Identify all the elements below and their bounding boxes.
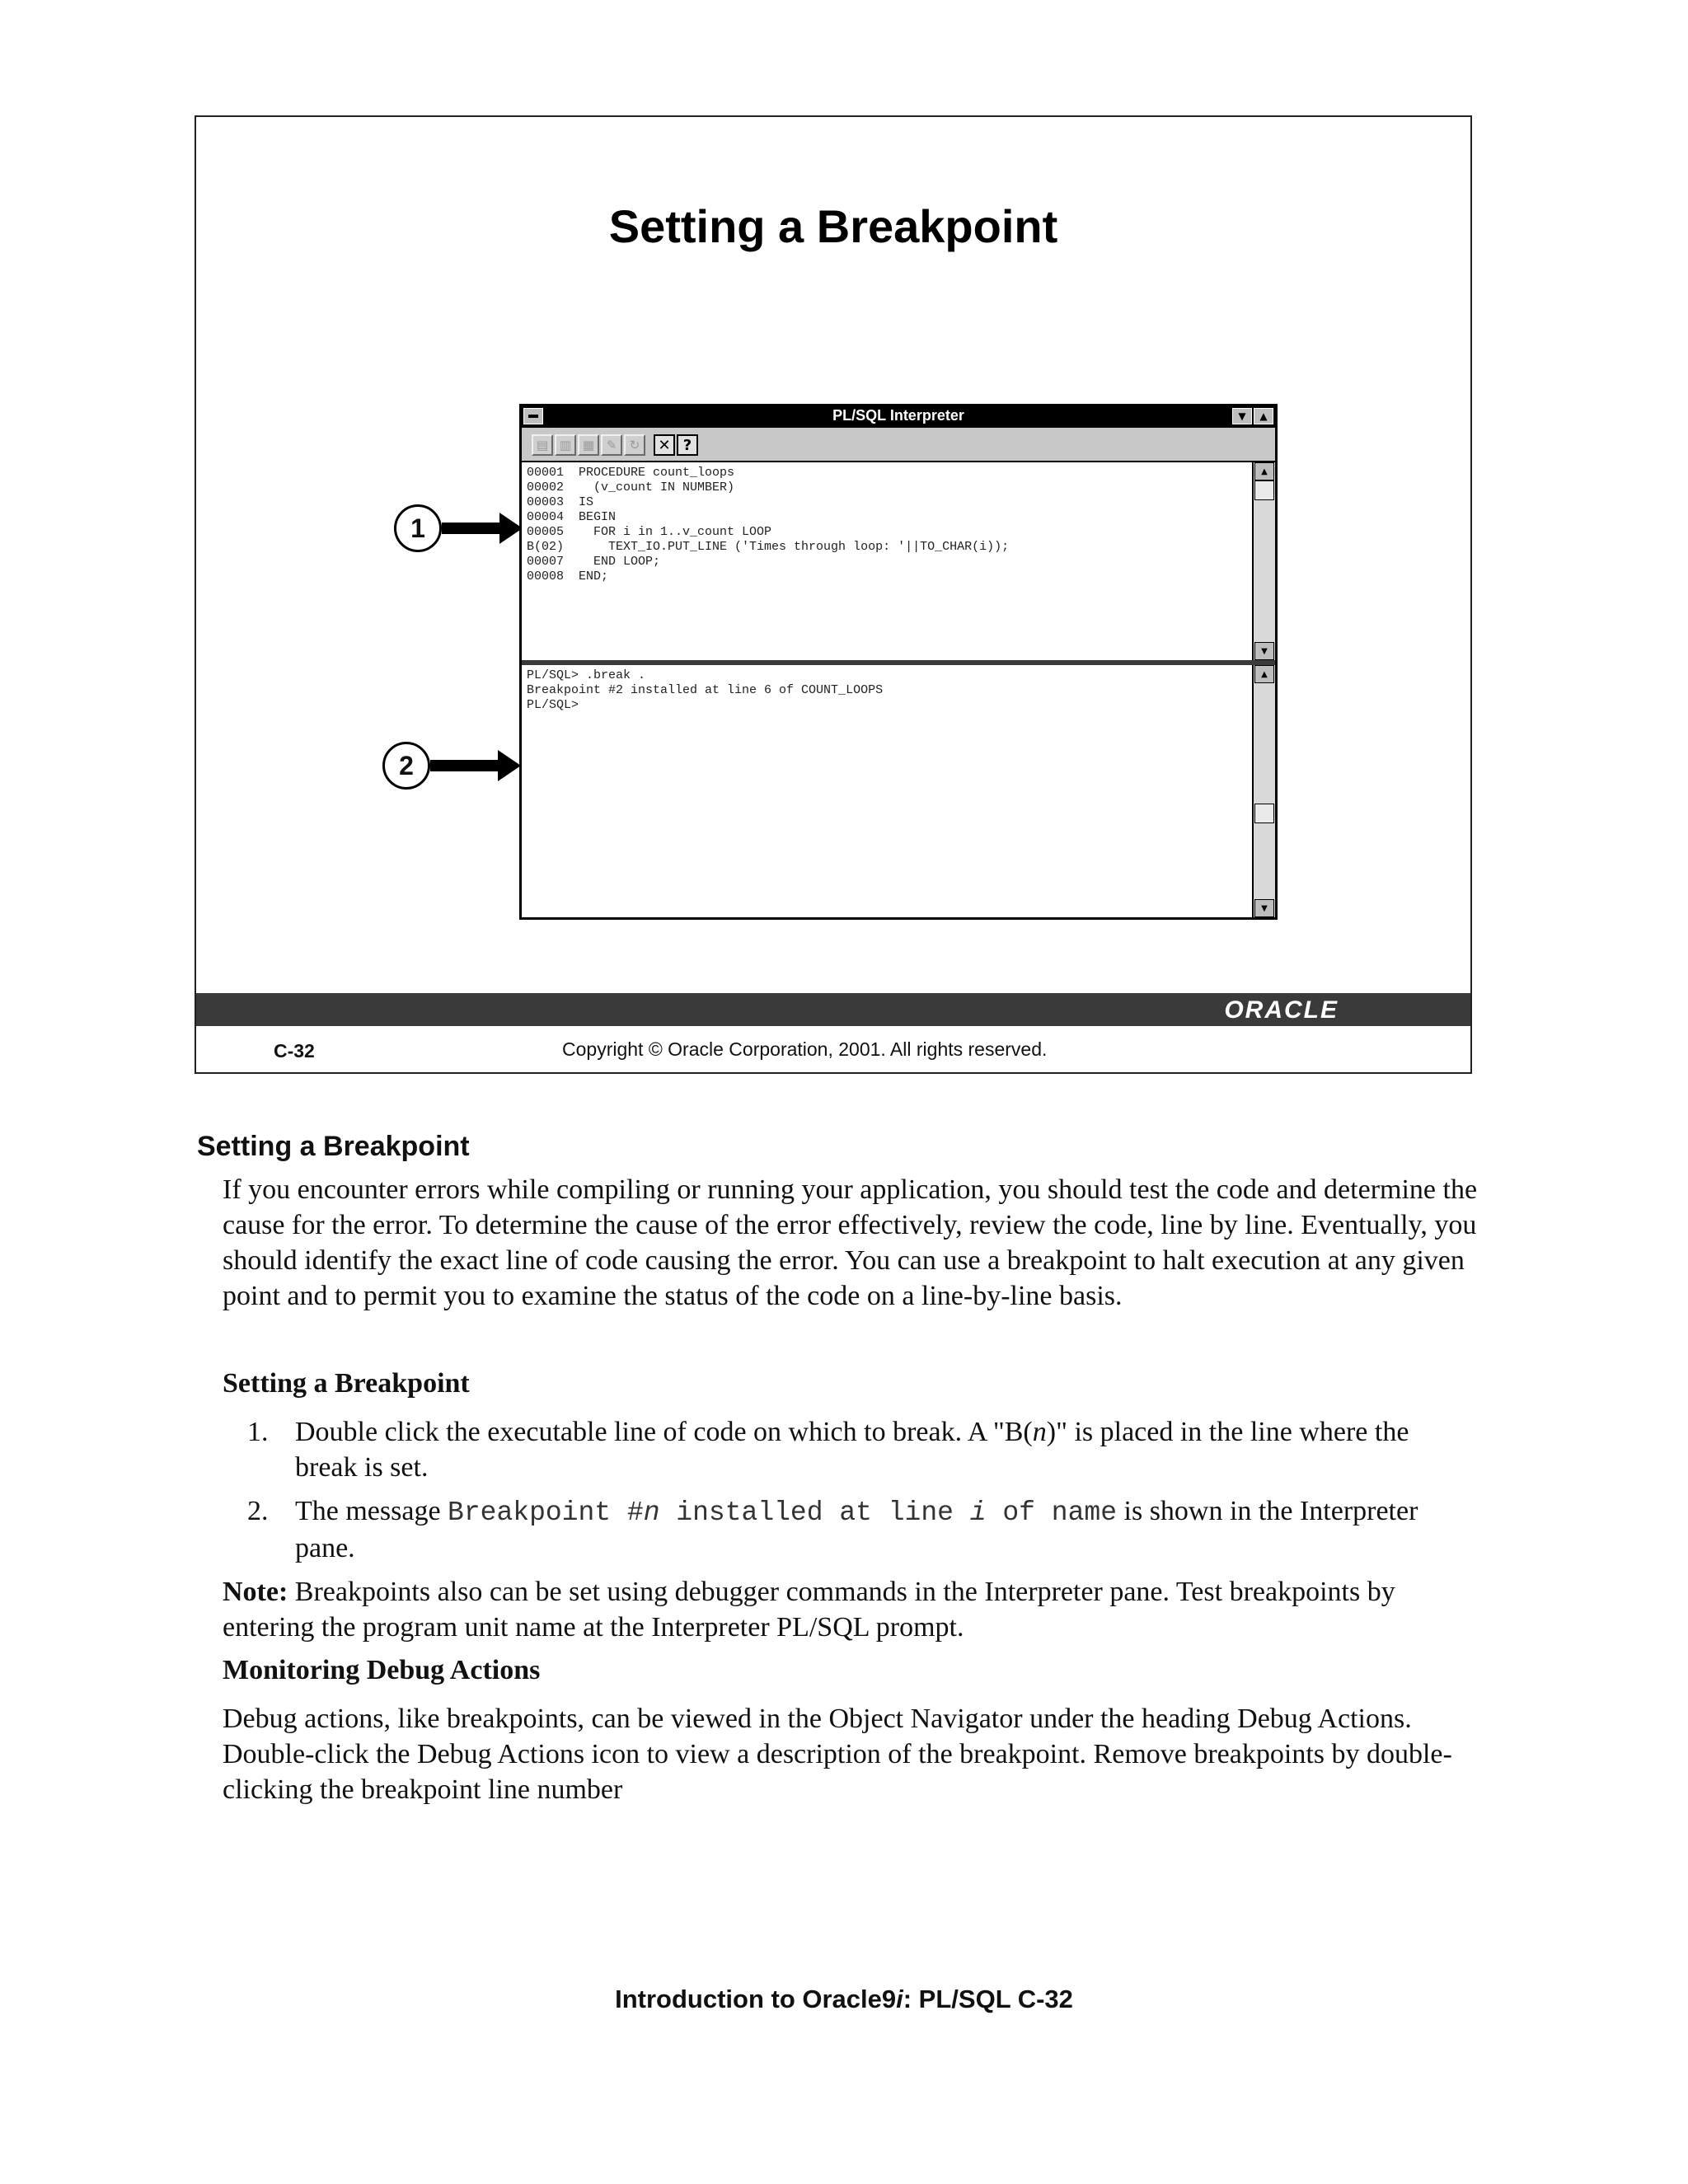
source-line[interactable]: 00008 END; bbox=[527, 569, 609, 583]
source-scrollbar[interactable] bbox=[1252, 462, 1275, 660]
scroll-up-icon[interactable]: ▲ bbox=[1254, 462, 1274, 480]
interpreter-scrollbar[interactable] bbox=[1252, 665, 1275, 917]
source-line[interactable]: 00005 FOR i in 1..v_count LOOP bbox=[527, 525, 772, 539]
copy-icon[interactable]: ▦ bbox=[578, 434, 599, 456]
footer-prefix: Introduction to Oracle9 bbox=[615, 1985, 897, 2013]
callout-2: 2 bbox=[382, 742, 430, 790]
source-line[interactable]: 00004 BEGIN bbox=[527, 510, 617, 524]
source-line[interactable]: 00002 (v_count IN NUMBER) bbox=[527, 480, 735, 494]
source-code[interactable] bbox=[527, 466, 1247, 584]
step-text bbox=[295, 1414, 1474, 1485]
callout-1: 1 bbox=[394, 504, 442, 552]
breakpoint-message-code bbox=[448, 1497, 1117, 1528]
slide-title: Setting a Breakpoint bbox=[608, 200, 1058, 252]
source-line-breakpoint[interactable]: B(02) TEXT_IO.PUT_LINE ('Times through loop: '||TO_CHAR(i)); bbox=[527, 540, 1010, 554]
edit-icon[interactable]: ✎ bbox=[601, 434, 622, 456]
source-line[interactable]: 00003 IS bbox=[527, 495, 594, 509]
note-text: Breakpoints also can be set using debugger commands in the Interpreter pane. Test breakpoints by entering the program unit name at the Interpreter PL/SQL prompt. bbox=[223, 1577, 1395, 1643]
code-part: of name bbox=[986, 1497, 1118, 1528]
scroll-up-icon[interactable]: ▲ bbox=[1254, 665, 1274, 683]
footer-suffix: : PL/SQL C-32 bbox=[903, 1985, 1073, 2013]
interpreter-output[interactable] bbox=[527, 668, 1247, 713]
close-icon[interactable]: ✕ bbox=[654, 434, 675, 456]
callout-1-arrow-icon bbox=[442, 523, 501, 534]
help-icon[interactable]: ? bbox=[677, 434, 698, 456]
open-icon[interactable]: ▤ bbox=[532, 434, 553, 456]
oracle-logo: ORACLE bbox=[1224, 996, 1339, 1024]
interpreter-line: Breakpoint #2 installed at line 6 of COUNT_LOOPS bbox=[527, 683, 884, 697]
window-title: PL/SQL Interpreter bbox=[832, 407, 964, 424]
code-part: Breakpoint # bbox=[448, 1497, 644, 1528]
step-icon[interactable]: ↻ bbox=[624, 434, 645, 456]
code-var-n: n bbox=[643, 1497, 660, 1528]
subheading-setting-breakpoint: Setting a Breakpoint bbox=[223, 1368, 470, 1399]
slide-code: C-32 bbox=[274, 1040, 315, 1062]
source-line[interactable]: 00001 PROCEDURE count_loops bbox=[527, 466, 735, 480]
scroll-thumb[interactable] bbox=[1254, 480, 1274, 500]
scroll-down-icon[interactable]: ▼ bbox=[1254, 642, 1274, 660]
save-icon[interactable]: ▥ bbox=[555, 434, 576, 456]
code-var-i: i bbox=[969, 1497, 987, 1528]
interpreter-line: PL/SQL> .break . bbox=[527, 668, 646, 682]
note-label: Note: bbox=[223, 1577, 288, 1607]
footer-italic: i bbox=[896, 1985, 903, 2013]
scroll-thumb[interactable] bbox=[1254, 804, 1274, 823]
interpreter-prompt[interactable]: PL/SQL> bbox=[527, 698, 579, 712]
interpreter-pane[interactable] bbox=[522, 665, 1275, 917]
source-pane[interactable] bbox=[522, 462, 1275, 665]
slide-copyright: Copyright © Oracle Corporation, 2001. All rights reserved. bbox=[562, 1038, 1048, 1060]
step1-after: )" is placed in the line where the break is set. bbox=[295, 1417, 1409, 1483]
step-number: 2. bbox=[247, 1496, 269, 1526]
step1-before: Double click the executable line of code on which to break. A "B( bbox=[295, 1417, 1033, 1447]
scroll-down-icon[interactable]: ▼ bbox=[1254, 899, 1274, 917]
monitoring-paragraph: Debug actions, like breakpoints, can be viewed in the Object Navigator under the heading Debug Actions. Double-click the Debug Actions icon to view a description of the breakpoint. Remove breakpoints by double-clicking the breakpoint line number bbox=[223, 1704, 1452, 1805]
note-paragraph bbox=[223, 1574, 1484, 1645]
toolbar bbox=[522, 428, 1275, 462]
page-footer bbox=[0, 1985, 1688, 2014]
section-heading: Setting a Breakpoint bbox=[197, 1131, 470, 1162]
step2-before: The message bbox=[295, 1496, 441, 1526]
minimize-button[interactable]: ▼ bbox=[1232, 408, 1252, 424]
step-number: 1. bbox=[247, 1417, 269, 1447]
subheading-monitoring: Monitoring Debug Actions bbox=[223, 1655, 541, 1685]
maximize-button[interactable]: ▲ bbox=[1254, 408, 1273, 424]
intro-paragraph: If you encounter errors while compiling or running your application, you should test the code and determine the cause for the error. To determine the cause of the error effectively, review the code, line by line. Eventually, you should identify the exact line of code causing the error. You can use a breakpoint to halt execution at any given point and to permit you to examine the status of the code on a line-by-line basis. bbox=[223, 1174, 1478, 1311]
callout-2-arrow-icon bbox=[430, 760, 499, 771]
window-titlebar bbox=[522, 406, 1275, 428]
step2-after: is shown in the Interpreter pane. bbox=[295, 1496, 1418, 1563]
source-line[interactable]: 00007 END LOOP; bbox=[527, 555, 661, 569]
oracle-bar bbox=[196, 993, 1470, 1026]
pl-sql-interpreter-window bbox=[519, 404, 1278, 920]
step-text bbox=[295, 1493, 1474, 1566]
step1-n: n bbox=[1032, 1417, 1047, 1447]
code-part: installed at line bbox=[659, 1497, 970, 1528]
